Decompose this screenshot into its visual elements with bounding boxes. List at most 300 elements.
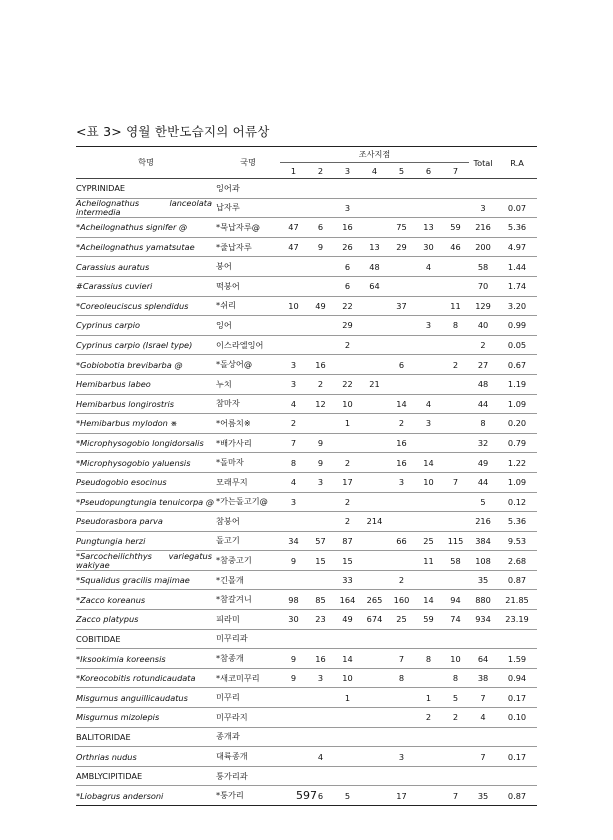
family-name: COBITIDAE xyxy=(76,629,216,649)
relative-abundance: 0.10 xyxy=(497,708,537,728)
site-4-count xyxy=(361,198,388,218)
site-7-count: 2 xyxy=(442,355,469,375)
header-korean-name: 국명 xyxy=(216,147,280,179)
site-1-count xyxy=(280,708,307,728)
site-7-count: 11 xyxy=(442,296,469,316)
total-count xyxy=(469,179,497,199)
site-2-count: 9 xyxy=(307,237,334,257)
site-4-count xyxy=(361,708,388,728)
total-count: 7 xyxy=(469,747,497,767)
relative-abundance: 0.99 xyxy=(497,316,537,336)
site-4-count xyxy=(361,766,388,786)
site-6-count xyxy=(415,512,442,532)
site-2-count xyxy=(307,512,334,532)
family-korean-name: 종개과 xyxy=(216,727,280,747)
site-7-count xyxy=(442,276,469,296)
site-5-count xyxy=(388,374,415,394)
species-row xyxy=(76,531,537,551)
total-count: 32 xyxy=(469,433,497,453)
total-count: 4 xyxy=(469,708,497,728)
species-row xyxy=(76,708,537,728)
site-5-count xyxy=(388,551,415,571)
korean-name: *새코미꾸리 xyxy=(216,668,280,688)
site-1-count xyxy=(280,335,307,355)
scientific-name: Misgurnus anguillicaudatus xyxy=(76,688,216,708)
site-1-count xyxy=(280,198,307,218)
species-row xyxy=(76,570,537,590)
site-5-count xyxy=(388,198,415,218)
site-1-count: 3 xyxy=(280,355,307,375)
site-3-count: 17 xyxy=(334,472,361,492)
site-3-count xyxy=(334,766,361,786)
site-1-count xyxy=(280,276,307,296)
site-4-count xyxy=(361,531,388,551)
site-6-count: 10 xyxy=(415,472,442,492)
scientific-name: #Carassius cuvieri xyxy=(76,276,216,296)
site-5-count xyxy=(388,708,415,728)
site-5-count: 8 xyxy=(388,668,415,688)
species-row xyxy=(76,610,537,630)
site-6-count xyxy=(415,355,442,375)
site-5-count xyxy=(388,257,415,277)
site-7-count: 8 xyxy=(442,316,469,336)
total-count: 64 xyxy=(469,649,497,669)
total-count: 2 xyxy=(469,335,497,355)
family-row xyxy=(76,179,537,199)
site-2-count xyxy=(307,727,334,747)
table-caption: <표 3> 영월 한반도습지의 어류상 xyxy=(76,124,270,139)
total-count: 44 xyxy=(469,472,497,492)
family-row xyxy=(76,629,537,649)
site-5-count xyxy=(388,492,415,512)
scientific-name: *Squalidus gracilis majimae xyxy=(76,570,216,590)
site-1-count: 47 xyxy=(280,237,307,257)
relative-abundance: 1.19 xyxy=(497,374,537,394)
site-2-count: 15 xyxy=(307,551,334,571)
site-7-count: 8 xyxy=(442,668,469,688)
site-4-count: 265 xyxy=(361,590,388,610)
relative-abundance: 1.44 xyxy=(497,257,537,277)
site-5-count: 7 xyxy=(388,649,415,669)
species-row xyxy=(76,355,537,375)
species-row xyxy=(76,590,537,610)
species-row xyxy=(76,296,537,316)
site-5-count: 160 xyxy=(388,590,415,610)
site-7-count xyxy=(442,727,469,747)
site-7-count: 46 xyxy=(442,237,469,257)
total-count: 3 xyxy=(469,198,497,218)
site-1-count xyxy=(280,629,307,649)
species-row xyxy=(76,237,537,257)
site-2-count: 23 xyxy=(307,610,334,630)
site-4-count xyxy=(361,727,388,747)
site-3-count: 49 xyxy=(334,610,361,630)
relative-abundance xyxy=(497,629,537,649)
header-site-4: 4 xyxy=(361,163,388,179)
site-2-count xyxy=(307,316,334,336)
site-3-count: 6 xyxy=(334,257,361,277)
total-count: 49 xyxy=(469,453,497,473)
site-5-count xyxy=(388,276,415,296)
korean-name: 돌고기 xyxy=(216,531,280,551)
species-row xyxy=(76,414,537,434)
relative-abundance: 0.05 xyxy=(497,335,537,355)
total-count: 880 xyxy=(469,590,497,610)
relative-abundance: 1.59 xyxy=(497,649,537,669)
total-count: 108 xyxy=(469,551,497,571)
relative-abundance: 0.07 xyxy=(497,198,537,218)
site-3-count: 1 xyxy=(334,688,361,708)
site-3-count: 10 xyxy=(334,668,361,688)
site-5-count xyxy=(388,766,415,786)
korean-name: *돌마자 xyxy=(216,453,280,473)
header-site-1: 1 xyxy=(280,163,307,179)
site-2-count xyxy=(307,629,334,649)
total-count xyxy=(469,629,497,649)
site-6-count xyxy=(415,766,442,786)
site-7-count xyxy=(442,374,469,394)
site-4-count xyxy=(361,335,388,355)
site-6-count: 8 xyxy=(415,649,442,669)
site-4-count: 674 xyxy=(361,610,388,630)
scientific-name: *Gobiobotia brevibarba @ xyxy=(76,355,216,375)
site-5-count: 29 xyxy=(388,237,415,257)
korean-name: *어름치※ xyxy=(216,414,280,434)
site-1-count: 30 xyxy=(280,610,307,630)
site-1-count xyxy=(280,512,307,532)
site-6-count xyxy=(415,668,442,688)
korean-name: 붕어 xyxy=(216,257,280,277)
scientific-name: Pungtungia herzi xyxy=(76,531,216,551)
site-4-count xyxy=(361,296,388,316)
scientific-name: Cyprinus carpio xyxy=(76,316,216,336)
site-4-count xyxy=(361,472,388,492)
site-4-count xyxy=(361,218,388,238)
species-row xyxy=(76,472,537,492)
site-4-count xyxy=(361,453,388,473)
site-1-count xyxy=(280,316,307,336)
total-count: 48 xyxy=(469,374,497,394)
site-2-count: 6 xyxy=(307,786,334,806)
site-5-count: 75 xyxy=(388,218,415,238)
site-2-count xyxy=(307,257,334,277)
relative-abundance: 5.36 xyxy=(497,512,537,532)
site-7-count: 59 xyxy=(442,218,469,238)
site-6-count xyxy=(415,276,442,296)
header-site-5: 5 xyxy=(388,163,415,179)
species-row xyxy=(76,668,537,688)
site-2-count: 57 xyxy=(307,531,334,551)
scientific-name: *Hemibarbus mylodon ※ xyxy=(76,414,216,434)
total-count: 35 xyxy=(469,570,497,590)
site-6-count: 1 xyxy=(415,688,442,708)
scientific-name: Pseudorasbora parva xyxy=(76,512,216,532)
site-4-count: 21 xyxy=(361,374,388,394)
site-7-count: 7 xyxy=(442,786,469,806)
korean-name: 납자루 xyxy=(216,198,280,218)
site-1-count: 3 xyxy=(280,374,307,394)
site-7-count xyxy=(442,414,469,434)
site-1-count: 9 xyxy=(280,551,307,571)
total-count: 200 xyxy=(469,237,497,257)
site-7-count xyxy=(442,433,469,453)
site-6-count xyxy=(415,198,442,218)
species-row xyxy=(76,433,537,453)
family-name: CYPRINIDAE xyxy=(76,179,216,199)
site-1-count xyxy=(280,570,307,590)
species-row xyxy=(76,649,537,669)
total-count xyxy=(469,727,497,747)
site-5-count xyxy=(388,727,415,747)
species-row xyxy=(76,335,537,355)
site-2-count: 16 xyxy=(307,649,334,669)
site-3-count: 2 xyxy=(334,512,361,532)
site-4-count xyxy=(361,433,388,453)
site-5-count: 16 xyxy=(388,453,415,473)
site-5-count: 16 xyxy=(388,433,415,453)
species-row xyxy=(76,257,537,277)
total-count: 7 xyxy=(469,688,497,708)
site-4-count xyxy=(361,629,388,649)
site-1-count: 9 xyxy=(280,649,307,669)
site-2-count: 49 xyxy=(307,296,334,316)
site-2-count: 4 xyxy=(307,747,334,767)
total-count: 44 xyxy=(469,394,497,414)
site-2-count: 3 xyxy=(307,472,334,492)
total-count: 70 xyxy=(469,276,497,296)
site-3-count: 16 xyxy=(334,218,361,238)
site-2-count: 85 xyxy=(307,590,334,610)
site-4-count: 214 xyxy=(361,512,388,532)
site-5-count xyxy=(388,316,415,336)
relative-abundance: 0.67 xyxy=(497,355,537,375)
site-3-count: 5 xyxy=(334,786,361,806)
scientific-name: Hemibarbus longirostris xyxy=(76,394,216,414)
site-1-count xyxy=(280,727,307,747)
site-6-count: 30 xyxy=(415,237,442,257)
relative-abundance: 0.12 xyxy=(497,492,537,512)
korean-name: 대륙종개 xyxy=(216,747,280,767)
site-6-count: 59 xyxy=(415,610,442,630)
scientific-name: *Zacco koreanus xyxy=(76,590,216,610)
site-3-count xyxy=(334,355,361,375)
site-6-count xyxy=(415,179,442,199)
relative-abundance xyxy=(497,179,537,199)
species-row xyxy=(76,512,537,532)
site-1-count: 3 xyxy=(280,492,307,512)
species-row xyxy=(76,688,537,708)
site-6-count xyxy=(415,374,442,394)
korean-name: *묵납자루@ xyxy=(216,218,280,238)
site-6-count xyxy=(415,296,442,316)
site-3-count: 2 xyxy=(334,453,361,473)
site-6-count xyxy=(415,727,442,747)
total-count: 35 xyxy=(469,786,497,806)
site-5-count xyxy=(388,688,415,708)
site-6-count: 13 xyxy=(415,218,442,238)
site-4-count xyxy=(361,551,388,571)
site-2-count xyxy=(307,766,334,786)
site-2-count xyxy=(307,179,334,199)
header-ra: R.A xyxy=(497,147,537,179)
site-3-count xyxy=(334,708,361,728)
korean-name: *긴몰개 xyxy=(216,570,280,590)
site-3-count xyxy=(334,747,361,767)
korean-name: 누치 xyxy=(216,374,280,394)
total-count: 40 xyxy=(469,316,497,336)
site-3-count: 15 xyxy=(334,551,361,571)
scientific-name: *Pseudopungtungia tenuicorpa @ xyxy=(76,492,216,512)
header-sites-group: 조사지점 xyxy=(280,147,469,163)
site-6-count xyxy=(415,747,442,767)
site-6-count xyxy=(415,570,442,590)
relative-abundance: 21.85 xyxy=(497,590,537,610)
site-7-count xyxy=(442,629,469,649)
site-6-count: 4 xyxy=(415,394,442,414)
scientific-name: *Microphysogobio yaluensis xyxy=(76,453,216,473)
site-4-count xyxy=(361,355,388,375)
site-1-count xyxy=(280,688,307,708)
korean-name: 참붕어 xyxy=(216,512,280,532)
species-row xyxy=(76,374,537,394)
korean-name: *줄납자루 xyxy=(216,237,280,257)
site-3-count xyxy=(334,727,361,747)
site-2-count xyxy=(307,276,334,296)
site-1-count xyxy=(280,766,307,786)
fish-fauna-table xyxy=(76,146,537,806)
site-2-count xyxy=(307,708,334,728)
site-7-count: 58 xyxy=(442,551,469,571)
relative-abundance: 2.68 xyxy=(497,551,537,571)
total-count: 27 xyxy=(469,355,497,375)
relative-abundance: 0.94 xyxy=(497,668,537,688)
header-site-2: 2 xyxy=(307,163,334,179)
site-2-count: 3 xyxy=(307,668,334,688)
site-1-count: 4 xyxy=(280,472,307,492)
site-1-count xyxy=(280,257,307,277)
header-site-6: 6 xyxy=(415,163,442,179)
site-2-count xyxy=(307,198,334,218)
site-1-count xyxy=(280,179,307,199)
scientific-name: Misgurnus mizolepis xyxy=(76,708,216,728)
site-6-count: 14 xyxy=(415,453,442,473)
site-5-count xyxy=(388,629,415,649)
site-5-count xyxy=(388,512,415,532)
site-6-count: 2 xyxy=(415,708,442,728)
site-3-count xyxy=(334,433,361,453)
site-2-count xyxy=(307,414,334,434)
total-count: 384 xyxy=(469,531,497,551)
site-5-count: 66 xyxy=(388,531,415,551)
relative-abundance: 4.97 xyxy=(497,237,537,257)
scientific-name: *Liobagrus andersoni xyxy=(76,786,216,806)
header-scientific-name: 학명 xyxy=(76,147,216,179)
site-5-count: 3 xyxy=(388,747,415,767)
site-1-count: 98 xyxy=(280,590,307,610)
korean-name: *참갈겨니 xyxy=(216,590,280,610)
relative-abundance: 1.09 xyxy=(497,394,537,414)
species-row xyxy=(76,492,537,512)
site-4-count xyxy=(361,316,388,336)
species-row xyxy=(76,198,537,218)
site-4-count: 48 xyxy=(361,257,388,277)
site-6-count: 11 xyxy=(415,551,442,571)
site-7-count xyxy=(442,394,469,414)
site-7-count xyxy=(442,747,469,767)
site-3-count: 14 xyxy=(334,649,361,669)
relative-abundance: 1.22 xyxy=(497,453,537,473)
site-5-count: 37 xyxy=(388,296,415,316)
site-6-count: 3 xyxy=(415,316,442,336)
site-7-count xyxy=(442,570,469,590)
site-4-count xyxy=(361,688,388,708)
scientific-name: *Iksookimia koreensis xyxy=(76,649,216,669)
korean-name: 미꾸리 xyxy=(216,688,280,708)
site-7-count: 10 xyxy=(442,649,469,669)
site-6-count: 3 xyxy=(415,414,442,434)
site-3-count xyxy=(334,179,361,199)
site-3-count: 10 xyxy=(334,394,361,414)
total-count: 129 xyxy=(469,296,497,316)
site-2-count: 16 xyxy=(307,355,334,375)
site-7-count xyxy=(442,453,469,473)
site-2-count: 6 xyxy=(307,218,334,238)
species-row xyxy=(76,218,537,238)
site-5-count: 2 xyxy=(388,570,415,590)
site-1-count: 10 xyxy=(280,296,307,316)
korean-name: *쉬리 xyxy=(216,296,280,316)
site-7-count: 74 xyxy=(442,610,469,630)
family-korean-name: 미꾸리과 xyxy=(216,629,280,649)
site-1-count: 9 xyxy=(280,668,307,688)
site-4-count: 13 xyxy=(361,237,388,257)
species-row xyxy=(76,316,537,336)
site-4-count xyxy=(361,747,388,767)
site-1-count xyxy=(280,747,307,767)
site-3-count: 1 xyxy=(334,414,361,434)
korean-name: *참중고기 xyxy=(216,551,280,571)
relative-abundance xyxy=(497,727,537,747)
scientific-name: *Sarcocheilichthys variegatus wakiyae xyxy=(76,551,216,571)
relative-abundance: 1.09 xyxy=(497,472,537,492)
family-korean-name: 잉어과 xyxy=(216,179,280,199)
site-4-count: 64 xyxy=(361,276,388,296)
site-4-count xyxy=(361,394,388,414)
site-5-count: 6 xyxy=(388,355,415,375)
site-3-count: 6 xyxy=(334,276,361,296)
korean-name: 이스라엘잉어 xyxy=(216,335,280,355)
site-4-count xyxy=(361,179,388,199)
site-3-count: 164 xyxy=(334,590,361,610)
site-4-count xyxy=(361,570,388,590)
site-5-count: 3 xyxy=(388,472,415,492)
site-4-count xyxy=(361,414,388,434)
site-5-count: 2 xyxy=(388,414,415,434)
site-2-count: 2 xyxy=(307,374,334,394)
site-7-count: 115 xyxy=(442,531,469,551)
site-4-count xyxy=(361,668,388,688)
site-7-count: 7 xyxy=(442,472,469,492)
site-7-count: 5 xyxy=(442,688,469,708)
site-7-count xyxy=(442,766,469,786)
site-3-count: 87 xyxy=(334,531,361,551)
total-count: 216 xyxy=(469,512,497,532)
scientific-name: *Koreocobitis rotundicaudata xyxy=(76,668,216,688)
site-7-count xyxy=(442,512,469,532)
site-7-count: 94 xyxy=(442,590,469,610)
relative-abundance: 0.79 xyxy=(497,433,537,453)
relative-abundance: 5.36 xyxy=(497,218,537,238)
